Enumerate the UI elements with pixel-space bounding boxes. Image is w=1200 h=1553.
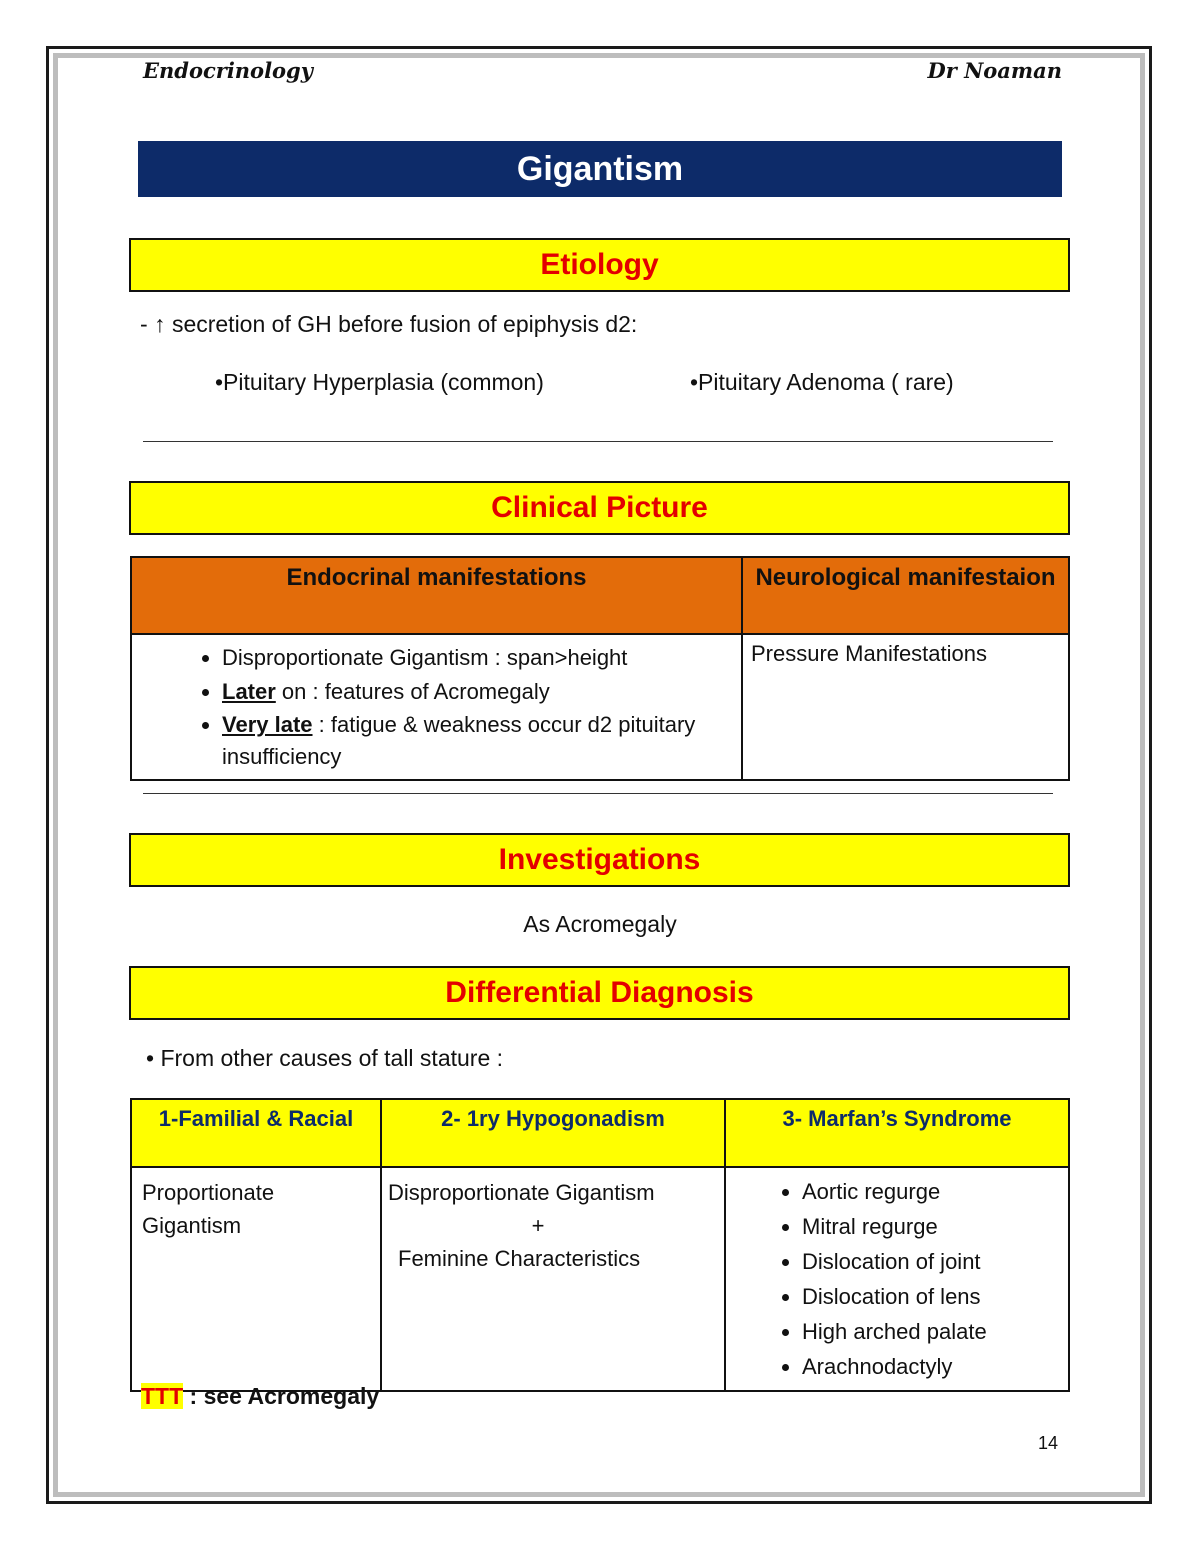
list-item: • Dislocation of lens <box>802 1279 1062 1314</box>
list-item: • Aortic regurge <box>802 1174 1062 1209</box>
marfan-list <box>732 1174 1062 1384</box>
etiology-line: - ↑ secretion of GH before fusion of epiphysis d2: <box>140 311 638 337</box>
list-item: • Dislocation of joint <box>802 1244 1062 1279</box>
etiology-cause-hyperplasia: •Pituitary Hyperplasia (common) <box>215 369 544 395</box>
treatment-text: : see Acromegaly <box>183 1383 380 1409</box>
marfan-cell <box>725 1167 1069 1391</box>
treatment-note <box>141 1383 379 1410</box>
hypogonadism-cell <box>381 1167 725 1391</box>
list-item: • Very late : fatigue & weakness occur d2 pituitary insufficiency <box>222 709 733 773</box>
etiology-heading: Etiology <box>129 238 1070 292</box>
marfan-header: 3- Marfan’s Syndrome <box>725 1099 1069 1167</box>
hypogonadism-plus: + <box>531 1213 545 1238</box>
divider <box>143 793 1053 794</box>
endocrinal-cell <box>131 634 742 780</box>
list-item: • Later on : features of Acromegaly <box>222 675 733 709</box>
list-item: • Mitral regurge <box>802 1209 1062 1244</box>
list-item: • Disproportionate Gigantism : span>height <box>222 641 733 675</box>
page-number: 14 <box>1038 1433 1059 1453</box>
hypogonadism-line1: Disproportionate Gigantism <box>388 1180 655 1205</box>
investigations-heading: Investigations <box>129 833 1070 887</box>
endocrinal-list <box>140 641 733 773</box>
neurological-cell: Pressure Manifestations <box>742 634 1069 780</box>
clinical-table <box>130 556 1070 781</box>
divider <box>143 441 1053 442</box>
familial-header: 1-Familial & Racial <box>131 1099 381 1167</box>
etiology-cause-adenoma: •Pituitary Adenoma ( rare) <box>690 369 954 395</box>
investigations-text: As Acromegaly <box>523 911 677 937</box>
differential-intro: • From other causes of tall stature : <box>146 1045 504 1071</box>
clinical-picture-heading: Clinical Picture <box>129 481 1070 535</box>
differential-table <box>130 1098 1070 1392</box>
endocrinal-header: Endocrinal manifestations <box>131 557 742 634</box>
differential-heading: Differential Diagnosis <box>129 966 1070 1020</box>
hypogonadism-header: 2- 1ry Hypogonadism <box>381 1099 725 1167</box>
list-item: • High arched palate <box>802 1314 1062 1349</box>
header-author: Dr Noaman <box>927 58 1062 83</box>
treatment-label: TTT <box>141 1383 184 1409</box>
neurological-header: Neurological manifestaion <box>742 557 1069 634</box>
hypogonadism-line2: Feminine Characteristics <box>398 1246 641 1271</box>
familial-cell: Proportionate Gigantism <box>131 1167 381 1391</box>
list-item: • Arachnodactyly <box>802 1349 1062 1384</box>
page-title: Gigantism <box>138 141 1062 197</box>
header-subject: Endocrinology <box>143 58 313 83</box>
